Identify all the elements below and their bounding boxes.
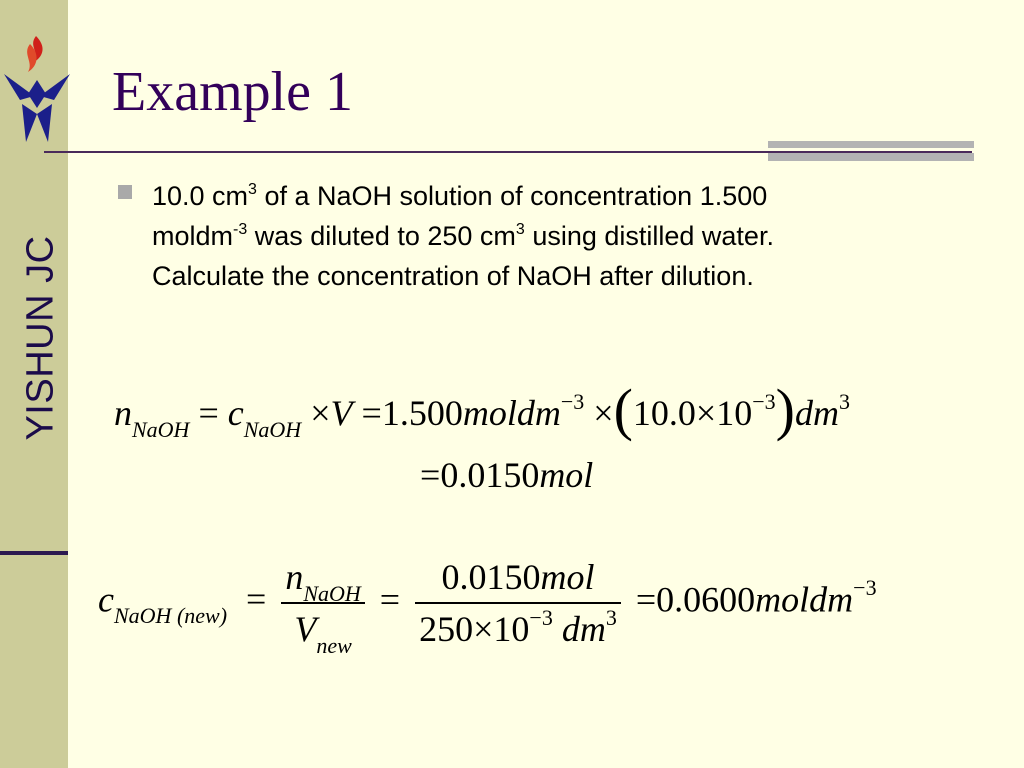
fraction-n-over-v: $\frac{n_{NaOH}}{V_{new}}$ bbox=[281, 556, 364, 650]
school-logo-icon bbox=[0, 30, 74, 150]
bullet-item bbox=[116, 176, 956, 296]
sidebar-divider bbox=[0, 551, 68, 555]
bullet-text: 10.0 $cm^3$ of a NaOH solution of concentration 1.500 moldm$^{-3}$ was diluted to 250 $cm^3$ using distilled water. Calculate the concentration of NaOH after dilution. bbox=[152, 181, 774, 291]
sidebar bbox=[0, 0, 68, 768]
equation-moles-result: =0.0150mol bbox=[420, 455, 594, 495]
slide-title: Example 1 bbox=[112, 61, 354, 123]
fraction-values: $\frac{\text{0.0150mol}}{250\times 10^{-3} dm^3}$ bbox=[415, 556, 621, 650]
square-bullet-icon bbox=[118, 185, 132, 199]
equation-moles: $n_{NaOH} = c_{NaOH} \times V$ =1.500moldm$^{-3}$ $\times(10.0\times 10^{-3})dm^3$ bbox=[114, 377, 850, 442]
equation-new-concentration: $c_{NaOH (new)}$ = $\frac{n_{NaOH}}{V_{new}}$ = $\frac{\text{0.0150mol}}{250\times 10^{-3} dm^3}$ =0.0600moldm$^{-3}$ bbox=[98, 557, 877, 658]
title-accent-bars bbox=[768, 141, 974, 161]
school-name-vertical: YISHUN JC bbox=[19, 235, 62, 441]
